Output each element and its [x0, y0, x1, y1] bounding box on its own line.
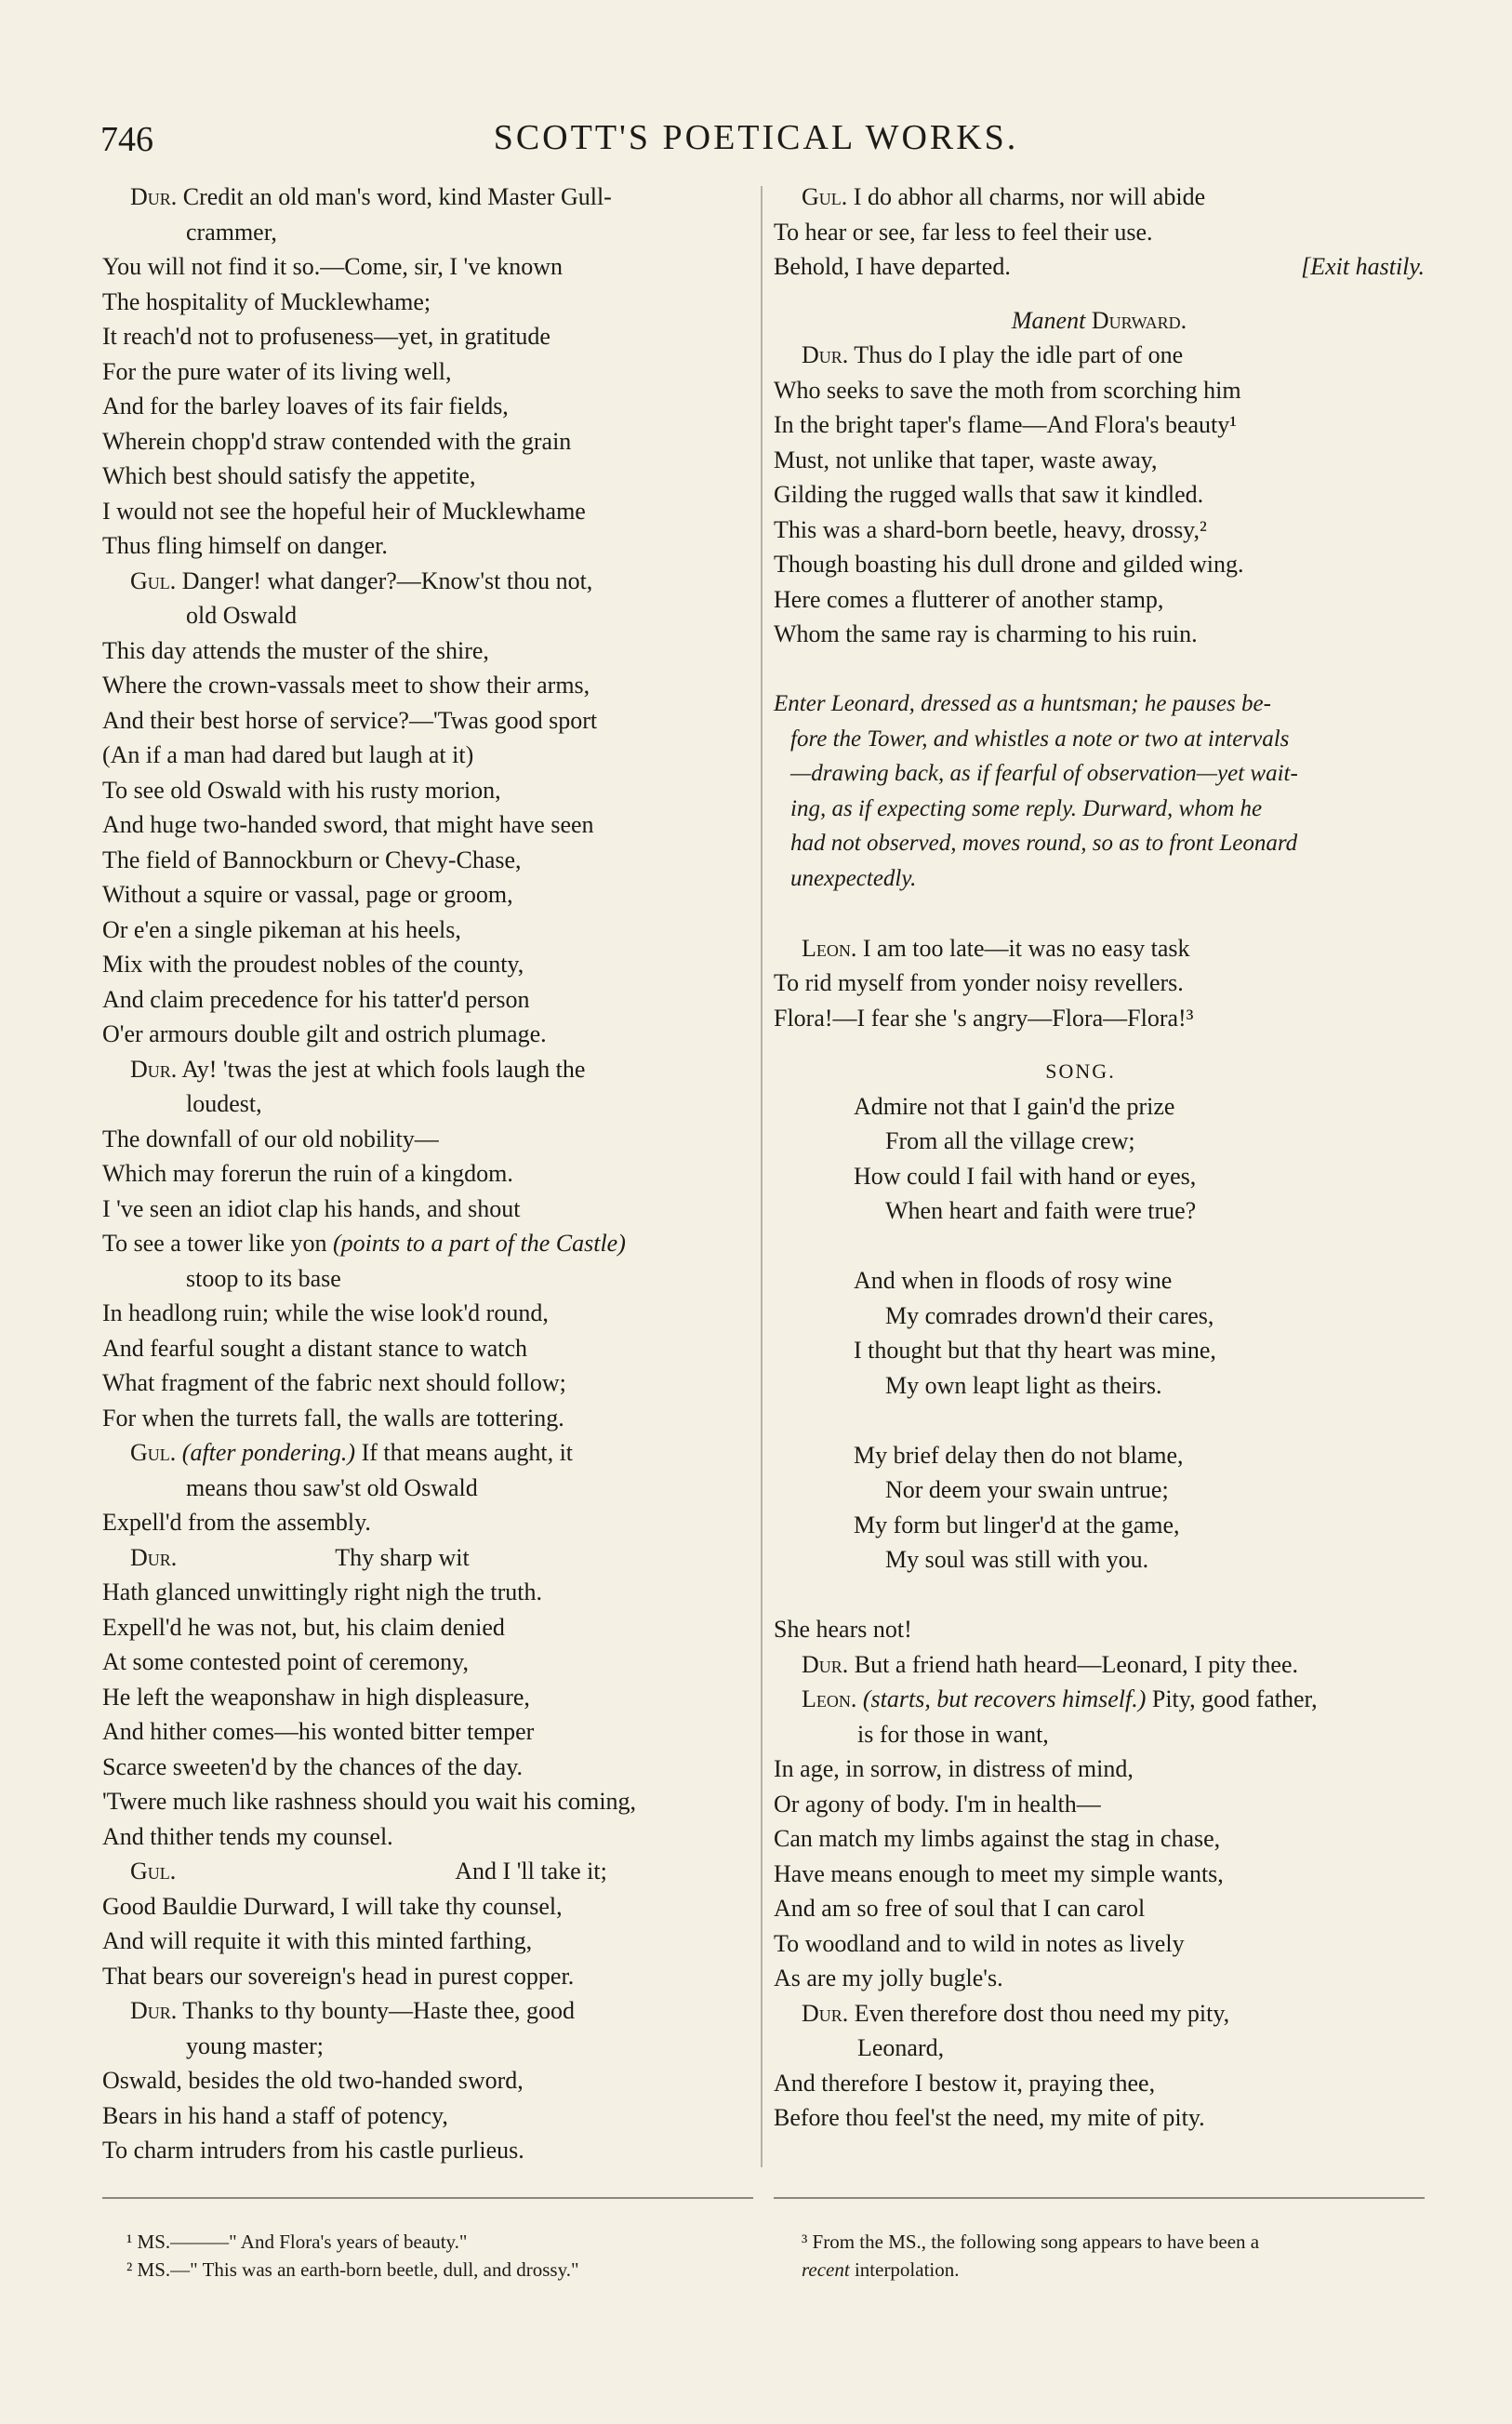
verse-line: Leonard,	[857, 2034, 945, 2061]
verse-line	[774, 931, 1425, 966]
stage-heading	[774, 303, 1425, 339]
verse-line: Before thou feel'st the need, my mite of pity.	[774, 2104, 1205, 2131]
speaker-tag: Leon.	[802, 1685, 857, 1712]
verse-line: Gilding the rugged walls that saw it kindled.	[774, 481, 1204, 508]
verse-line: I 've seen an idiot clap his hands, and shout	[102, 1194, 521, 1222]
column-divider	[761, 186, 763, 2167]
verse-line	[102, 180, 753, 215]
verse-line: As are my jolly bugle's.	[774, 1965, 1003, 1991]
verse-line: The field of Bannockburn or Chevy-Chase,	[102, 846, 522, 873]
verse-text: Pity, good father,	[1146, 1685, 1318, 1712]
footnote: ³ From the MS., the following song appears to have been a	[802, 2231, 1260, 2253]
verse-line: To see old Oswald with his rusty morion,	[102, 776, 501, 804]
verse-line: For when the turrets fall, the walls are tottering.	[102, 1404, 564, 1432]
verse-line: Whom the same ray is charming to his ruin.	[774, 620, 1198, 647]
verse-line	[774, 1996, 1425, 2031]
verse-line: Must, not unlike that taper, waste away,	[774, 446, 1158, 473]
verse-line: To charm intruders from his castle purlieus.	[102, 2137, 524, 2164]
footnotes-left	[126, 2228, 759, 2284]
verse-line	[774, 180, 1425, 215]
verse-text: But a friend hath heard—Leonard, I pity thee.	[848, 1650, 1298, 1678]
verse-line: At some contested point of ceremony,	[102, 1648, 469, 1675]
speaker-tag: Gul.	[130, 1858, 177, 1885]
verse-text: If that means aught, it	[355, 1439, 574, 1466]
verse-line: To hear or see, far less to feel their use.	[774, 218, 1153, 246]
stage-direction: (points to a part of the Castle)	[333, 1230, 626, 1257]
running-head: SCOTT'S POETICAL WORKS.	[493, 118, 1019, 157]
verse-line: In headlong ruin; while the wise look'd round,	[102, 1299, 549, 1326]
verse-line: This was a shard-born beetle, heavy, drossy,²	[774, 515, 1207, 543]
verse-line	[102, 1052, 753, 1087]
verse-line: Bears in his hand a staff of potency,	[102, 2101, 448, 2129]
verse-line: loudest,	[186, 1090, 262, 1117]
verse-line: Expell'd from the assembly.	[102, 1509, 371, 1536]
verse-line	[774, 1682, 1425, 1717]
verse-line: (An if a man had dared but laugh at it)	[102, 741, 474, 768]
verse-line: And will requite it with this minted farthing,	[102, 1927, 533, 1954]
verse-text: I am too late—it was no easy task	[856, 934, 1190, 962]
speaker-tag: Dur.	[802, 341, 849, 368]
verse-text: Danger! what danger?—Know'st thou not,	[176, 566, 593, 594]
verse-line: Mix with the proudest nobles of the county,	[102, 951, 524, 978]
song-line: My form but linger'd at the game,	[854, 1511, 1180, 1538]
verse-line: And claim precedence for his tatter'd person	[102, 985, 530, 1013]
speaker-tag: Gul.	[802, 183, 848, 210]
verse-line	[774, 338, 1425, 373]
verse-line: What fragment of the fabric next should follow;	[102, 1369, 566, 1396]
speaker-tag: Dur.	[130, 1543, 178, 1571]
verse-line: And their best horse of service?—'Twas good sport	[102, 706, 598, 734]
verse-line: He left the weaponshaw in high displeasure,	[102, 1683, 530, 1711]
verse-line: That bears our sovereign's head in purest copper.	[102, 1962, 575, 1990]
verse-line: I would not see the hopeful heir of Mucklewhame	[102, 497, 586, 525]
stage-direction-block: ing, as if expecting some reply. Durward, whom he	[790, 795, 1263, 821]
verse-line: 'Twere much like rashness should you wait his coming,	[102, 1788, 637, 1815]
verse-line: Or agony of body. I'm in health—	[774, 1790, 1101, 1818]
stage-direction: [Exit hastily.	[1301, 253, 1425, 280]
verse-line	[774, 1647, 1425, 1683]
verse-line: Expell'd he was not, but, his claim denied	[102, 1613, 505, 1641]
song-line: When heart and faith were true?	[885, 1197, 1197, 1224]
verse-line: To rid myself from yonder noisy revellers.	[774, 969, 1184, 996]
verse-line: The downfall of our old nobility—	[102, 1125, 439, 1152]
song-line: Nor deem your swain untrue;	[885, 1476, 1169, 1503]
verse-text: I do abhor all charms, nor will abide	[847, 183, 1206, 210]
stage-direction-block: unexpectedly.	[790, 865, 917, 891]
verse-line: O'er armours double gilt and ostrich plumage.	[102, 1020, 547, 1047]
verse-line: Where the crown-vassals meet to show their arms,	[102, 672, 590, 699]
stage-direction-block: —drawing back, as if fearful of observation—yet wait-	[790, 761, 1298, 786]
song-line: Admire not that I gain'd the prize	[854, 1092, 1175, 1120]
speaker-tag: Dur.	[802, 1999, 849, 2027]
verse-line: Good Bauldie Durward, I will take thy counsel,	[102, 1892, 563, 1920]
verse-line: And therefore I bestow it, praying thee,	[774, 2069, 1156, 2097]
song-line: My comrades drown'd their cares,	[885, 1301, 1214, 1329]
verse-line: Can match my limbs against the stag in chase,	[774, 1825, 1221, 1852]
footnote-rule	[774, 2197, 1425, 2199]
verse-line: young master;	[186, 2031, 325, 2059]
verse-line: In age, in sorrow, in distress of mind,	[774, 1755, 1134, 1782]
song-line: I thought but that thy heart was mine,	[854, 1337, 1216, 1364]
song-line: From all the village crew;	[885, 1127, 1135, 1154]
verse-line: Which best should satisfy the appetite,	[102, 462, 476, 489]
verse-line: Have means enough to meet my simple wants,	[774, 1859, 1224, 1887]
verse-line: The hospitality of Mucklewhame;	[102, 287, 431, 315]
verse-text: And I 'll take it;	[455, 1858, 607, 1885]
verse-text: Behold, I have departed.	[774, 253, 1011, 280]
verse-line: And am so free of soul that I can carol	[774, 1895, 1146, 1922]
verse-line: crammer,	[186, 218, 277, 246]
verse-line: She hears not!	[774, 1616, 912, 1643]
verse-line: means thou saw'st old Oswald	[186, 1473, 478, 1501]
verse-text: To see a tower like yon	[102, 1230, 333, 1257]
verse-line	[102, 1540, 753, 1576]
footnote: ² MS.—" This was an earth-born beetle, dull, and drossy."	[126, 2258, 579, 2281]
footnotes-right	[802, 2228, 1434, 2284]
verse-line: Which may forerun the ruin of a kingdom.	[102, 1160, 513, 1187]
verse-line	[774, 249, 1425, 285]
verse-line: Thus fling himself on danger.	[102, 532, 388, 559]
footnote-emphasis: recent	[802, 2258, 850, 2281]
speaker-tag: Durward.	[1085, 306, 1187, 334]
verse-text: Thus do I play the idle part of one	[848, 341, 1184, 368]
stage-direction-block: fore the Tower, and whistles a note or two at intervals	[790, 726, 1290, 752]
song-line: My soul was still with you.	[885, 1546, 1149, 1573]
stage-direction-block: Enter Leonard, dressed as a huntsman; he pauses be-	[774, 691, 1271, 716]
verse-line: And thither tends my counsel.	[102, 1822, 393, 1850]
verse-line	[102, 1993, 753, 2029]
verse-line: Scarce sweeten'd by the chances of the day.	[102, 1752, 524, 1780]
verse-line: You will not find it so.—Come, sir, I 've known	[102, 253, 564, 280]
speaker-tag: Dur.	[130, 1997, 178, 2024]
verse-line: old Oswald	[186, 602, 298, 629]
song-line: My own leapt light as theirs.	[885, 1371, 1162, 1399]
verse-line: is for those in want,	[857, 1720, 1049, 1748]
verse-line: Who seeks to save the moth from scorching him	[774, 376, 1241, 404]
verse-line: Wherein chopp'd straw contended with the grain	[102, 427, 572, 455]
verse-line: And hither comes—his wonted bitter temper	[102, 1718, 535, 1745]
speaker-tag: Dur.	[130, 183, 178, 210]
stage-direction: Manent	[1011, 306, 1086, 334]
left-column	[102, 180, 753, 2168]
verse-line: stoop to its base	[186, 1264, 341, 1292]
speaker-tag: Dur.	[802, 1650, 849, 1678]
verse-line	[102, 1435, 753, 1471]
stage-direction: (starts, but recovers himself.)	[856, 1685, 1147, 1712]
verse-line: And fearful sought a distant stance to watch	[102, 1334, 528, 1362]
footnote	[802, 2256, 1434, 2284]
verse-line: Oswald, besides the old two-handed sword,	[102, 2067, 524, 2094]
verse-line: Flora!—I fear she 's angry—Flora—Flora!³	[774, 1004, 1194, 1032]
song-title: SONG.	[1045, 1059, 1116, 1083]
verse-text: Thanks to thy bounty—Haste thee, good	[177, 1997, 576, 2024]
song-line: And when in floods of rosy wine	[854, 1267, 1173, 1294]
footnote-rule	[102, 2197, 753, 2199]
verse-line	[102, 564, 753, 599]
verse-line: It reach'd not to profuseness—yet, in gratitude	[102, 323, 550, 350]
footnote-text: interpolation.	[849, 2258, 960, 2281]
verse-line: Though boasting his dull drone and gilded wing.	[774, 551, 1244, 578]
verse-text: Thy sharp wit	[335, 1543, 470, 1571]
verse-line: And for the barley loaves of its fair fields,	[102, 393, 509, 420]
speaker-tag: Gul.	[130, 1439, 177, 1466]
verse-text: Ay! 'twas the jest at which fools laugh the	[177, 1055, 586, 1083]
verse-line: And huge two-handed sword, that might have seen	[102, 811, 594, 838]
speaker-tag: Gul.	[130, 566, 177, 594]
verse-line: Here comes a flutterer of another stamp,	[774, 585, 1164, 613]
right-column	[774, 180, 1425, 2136]
verse-line: To woodland and to wild in notes as lively	[774, 1929, 1185, 1957]
verse-line: In the bright taper's flame—And Flora's beauty¹	[774, 411, 1238, 438]
stage-direction: (after pondering.)	[176, 1439, 356, 1466]
verse-line: Without a squire or vassal, page or groom,	[102, 881, 513, 908]
verse-line: Hath glanced unwittingly right nigh the truth.	[102, 1578, 542, 1605]
verse-line: Or e'en a single pikeman at his heels,	[102, 915, 461, 943]
verse-line: For the pure water of its living well,	[102, 357, 452, 385]
song-line: How could I fail with hand or eyes,	[854, 1162, 1197, 1190]
verse-line	[102, 1854, 753, 1889]
song-line: My brief delay then do not blame,	[854, 1441, 1184, 1469]
speaker-tag: Leon.	[802, 934, 857, 962]
speaker-tag: Dur.	[130, 1055, 178, 1083]
verse-text: Even therefore dost thou need my pity,	[848, 1999, 1230, 2027]
page-number: 746	[100, 120, 153, 159]
stage-direction-block: had not observed, moves round, so as to front Leonard	[790, 831, 1298, 856]
verse-line: This day attends the muster of the shire,	[102, 636, 489, 664]
verse-text: Credit an old man's word, kind Master Gull-	[177, 183, 612, 210]
verse-line	[102, 1226, 753, 1261]
footnote: ¹ MS.———" And Flora's years of beauty."	[126, 2231, 468, 2253]
